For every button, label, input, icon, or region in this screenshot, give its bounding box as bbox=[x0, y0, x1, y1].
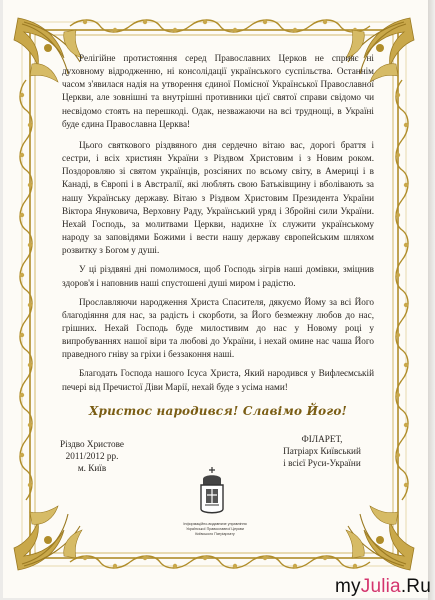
signature-name: ФІЛАРЕТ, bbox=[301, 434, 343, 444]
place-and-date bbox=[46, 438, 138, 474]
paragraph-thanksgiving: Прославляючи народження Христа Спасителя, дякуємо Йому за всі Його благодіяння для нас, за радість і скорботи, за Його безмежну любов до нас, грішних. Нехай Господь буде милостивим до нас у Новому році у випробуваннях нашої віри та любові до України, і нехай омине нас чаша Його праведного гніву за гріхи і беззаконня наші. bbox=[62, 296, 374, 360]
watermark-prefix: my bbox=[335, 576, 361, 597]
place-date-line-3: м. Київ bbox=[77, 463, 107, 473]
place-date-line-1: Різдво Христове bbox=[59, 439, 125, 449]
christmas-greeting: Христос народився! Славімо Його! bbox=[89, 404, 347, 418]
paragraph-blessing: Благодать Господа нашого Ісуса Христа, Який народився у Вифлеємській печері від Пречистої Діви Марії, нехай буде з усіма нами! bbox=[62, 368, 374, 392]
paragraph-prayer: У ці різдвяні дні помолимося, щоб Господь зігрів наші домівки, зміцнив здоров'я і наповнив наші спустошені душі миром і радістю. bbox=[62, 264, 374, 288]
paragraph-christmas-greetings: Цього святкового різдвяного дня сердечно вітаю вас, дорогі браття і сестри, і всіх християн України з Різдвом Христовим і з Новим роком. Поздоровляю зі святом українців, розсіяних по всьому світу, в Америці і в Канаді, в Європі і в Австралії, які люблять свою Батьківщину і вболівають за нашу Українську державу. Вітаю з Різдвом Христовим Президента України Віктора Януковича, Верховну Раду, Український уряд і Збройні сили України. Нехай Господь, за молитвами Церкви, надихне їх служити українському народу за заповідями Божими і вести нашу державу європейським шляхом розвитку з Богом у душі. bbox=[62, 139, 374, 256]
signature-title-1: Патріарх Київський bbox=[283, 446, 361, 456]
publisher-line-1: Інформаційно-видавниче управління bbox=[183, 522, 247, 526]
place-date-line-2: 2011/2012 рр. bbox=[65, 451, 119, 461]
paragraph-church-unity: Релігійне протистояння серед Православних Церков не сприяє ні духовному відродженню, ні консолідації українського суспільства. Останнім часом з'явилася надія на утворення єдиної Помісної Української Православної Церкви, але зовнішні та внутрішні противники цієї святої справи свідомо чи несвідомо стоять на перешкоді. Одак, незважаючи на всі труднощі, в Україні буде єдина Православна Церква! bbox=[62, 53, 374, 129]
publisher-line-2: Української Православної Церкви bbox=[186, 527, 244, 531]
signature-block bbox=[262, 433, 382, 469]
publisher-line-3: Київського Патріархату bbox=[195, 532, 235, 536]
watermark-suffix: .Ru bbox=[400, 576, 431, 597]
site-watermark bbox=[335, 576, 431, 598]
letter-body bbox=[62, 52, 374, 400]
publisher-caption bbox=[160, 522, 270, 537]
signature-title-2: і всієї Руси-України bbox=[283, 458, 361, 468]
watermark-highlight: Julia bbox=[360, 576, 401, 597]
church-emblem-icon bbox=[197, 465, 227, 517]
